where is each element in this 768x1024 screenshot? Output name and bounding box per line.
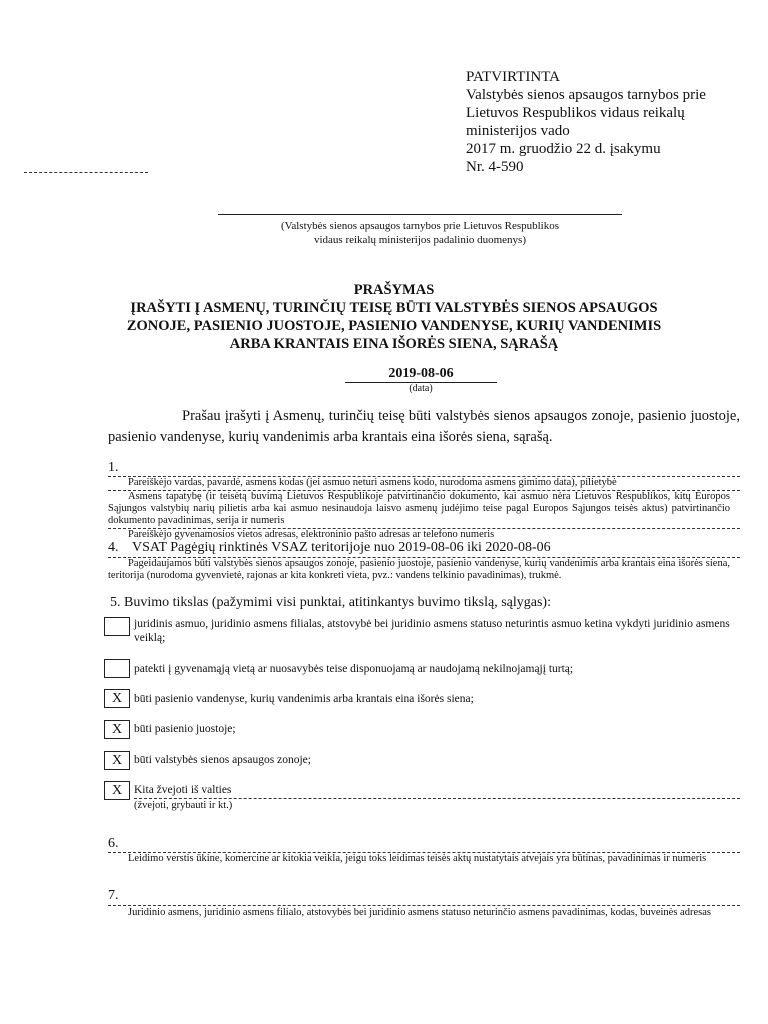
- approval-line: Valstybės sienos apsaugos tarnybos prie: [466, 87, 706, 103]
- item-7-number: 7.: [108, 888, 119, 903]
- date-caption: (data): [409, 383, 433, 394]
- item-5-heading: 5. Buvimo tikslas (pažymimi visi punktai, atitinkantys buvimo tikslą, sąlygas):: [110, 595, 551, 610]
- purpose-option-border-strip: būti pasienio juostoje;: [134, 723, 236, 735]
- item-1-number: 1.: [108, 460, 119, 475]
- date-value[interactable]: 2019-08-06: [388, 366, 454, 381]
- purpose-other-caption: (žvejoti, grybauti ir kt.): [134, 800, 233, 811]
- top-dashed-line: [24, 172, 148, 173]
- approval-line: ministerijos vado: [466, 123, 570, 139]
- purpose-option-protection-zone: būti valstybės sienos apsaugos zonoje;: [134, 754, 311, 766]
- unit-data-caption: [200, 219, 640, 247]
- purpose-option-waters: būti pasienio vandenyse, kurių vandenimis arba krantais eina išorės siena;: [134, 693, 474, 705]
- purpose-option-other[interactable]: Kita žvejoti iš valties: [134, 784, 232, 796]
- document-title: [110, 281, 678, 353]
- approval-number: Nr. 4-590: [466, 159, 524, 175]
- unit-caption-line: (Valstybės sienos apsaugos tarnybos prie Lietuvos Respublikos: [280, 220, 560, 232]
- item-1-address-caption: Pareiškėjo gyvenamosios vietos adresas, elektroninio pašto adresas ar telefono numeris: [128, 529, 495, 540]
- item-4-number: 4.: [108, 540, 119, 555]
- unit-caption-line: vidaus reikalų ministerijos padalinio duomenys): [313, 234, 527, 246]
- purpose-checkbox-business[interactable]: [104, 617, 130, 636]
- approval-line: Lietuvos Respublikos vidaus reikalų: [466, 105, 685, 121]
- item-4-value[interactable]: VSAT Pagėgių rinktinės VSAZ teritorijoje nuo 2019-08-06 iki 2020-08-06: [132, 540, 551, 555]
- item-7-line[interactable]: [108, 905, 740, 906]
- purpose-other-line: [134, 798, 740, 799]
- purpose-checkbox-border-strip[interactable]: X: [104, 720, 130, 739]
- request-paragraph: Prašau įrašyti į Asmenų, turinčių teisę būti valstybės sienos apsaugos zonoje, pasienio juostoje, pasienio vandenyse, kurių vandenimis arba krantais eina išorės siena, sąrašą.: [108, 408, 740, 445]
- purpose-option-property: patekti į gyvenamąją vietą ar nuosavybės teise disponuojamą ar naudojamą nekilnojamąjį turtą;: [134, 663, 574, 675]
- item-6-caption: Leidimo verstis ūkine, komercine ar kitokia veikla, jeigu toks leidimas teisės aktų nustatytais atvejais yra būtinas, pavadinimas ir numeris: [128, 853, 707, 864]
- title-line: ĮRAŠYTI Į ASMENŲ, TURINČIŲ TEISĘ BŪTI VALSTYBĖS SIENOS APSAUGOS: [130, 300, 658, 316]
- item-1-name-caption: Pareiškėjo vardas, pavardė, asmens kodas (jei asmuo neturi asmens kodo, nurodoma asmens gimimo data), pilietybė: [128, 477, 617, 488]
- purpose-checkbox-other[interactable]: X: [104, 781, 130, 800]
- purpose-option-business: juridinis asmuo, juridinio asmens filialas, atstovybė bei juridinio asmens statuso neturintis asmuo ketina vykdyti juridinio asmens veiklą;: [134, 618, 730, 644]
- item-4-field: [108, 540, 551, 556]
- item-4-caption: Pageidaujamos būti valstybės sienos apsaugos zonoje, pasienio juostoje, pasienio vandenyse, kurių vandenimis arba krantais eina išorės siena, teritorija (nurodoma gyvenvietė, rajonas ar kita konkreti vieta, pvz.: vandens telkinio pavadinimas), trukmė.: [108, 558, 730, 581]
- item-7-caption: Juridinio asmens, juridinio asmens filialo, atstovybės bei juridinio asmens statuso neturinčio asmens pavadinimas, kodas, buveinės adresas: [128, 907, 711, 918]
- purpose-checkbox-property[interactable]: [104, 659, 130, 678]
- approval-block: [466, 68, 706, 176]
- item-6-number: 6.: [108, 836, 119, 851]
- approval-date: 2017 m. gruodžio 22 d. įsakymu: [466, 141, 661, 157]
- item-1-document-caption: Asmens tapatybę (ir teisėtą buvimą Lietuvos Respublikoje patvirtinančio dokumento, kai asmuo nėra Lietuvos Respublikos, kitų Europos Sąjungos valstybių narių pilietis arba kai asmuo nesinaudoja laisvo asmenų judėjimo teise pagal Europos Sąjungos teisės aktus) patvirtinančio dokumento pavadinimas, serija ir numeris: [108, 491, 730, 526]
- approval-heading: PATVIRTINTA: [466, 69, 561, 85]
- purpose-checkbox-protection-zone[interactable]: X: [104, 751, 130, 770]
- title-line: ARBA KRANTAIS EINA IŠORĖS SIENA, SĄRAŠĄ: [229, 336, 559, 352]
- purpose-checkbox-waters[interactable]: X: [104, 689, 130, 708]
- unit-data-line[interactable]: [218, 214, 622, 215]
- title-line: ZONOJE, PASIENIO JUOSTOJE, PASIENIO VANDENYSE, KURIŲ VANDENIMIS: [126, 318, 662, 334]
- title-line: PRAŠYMAS: [353, 282, 435, 298]
